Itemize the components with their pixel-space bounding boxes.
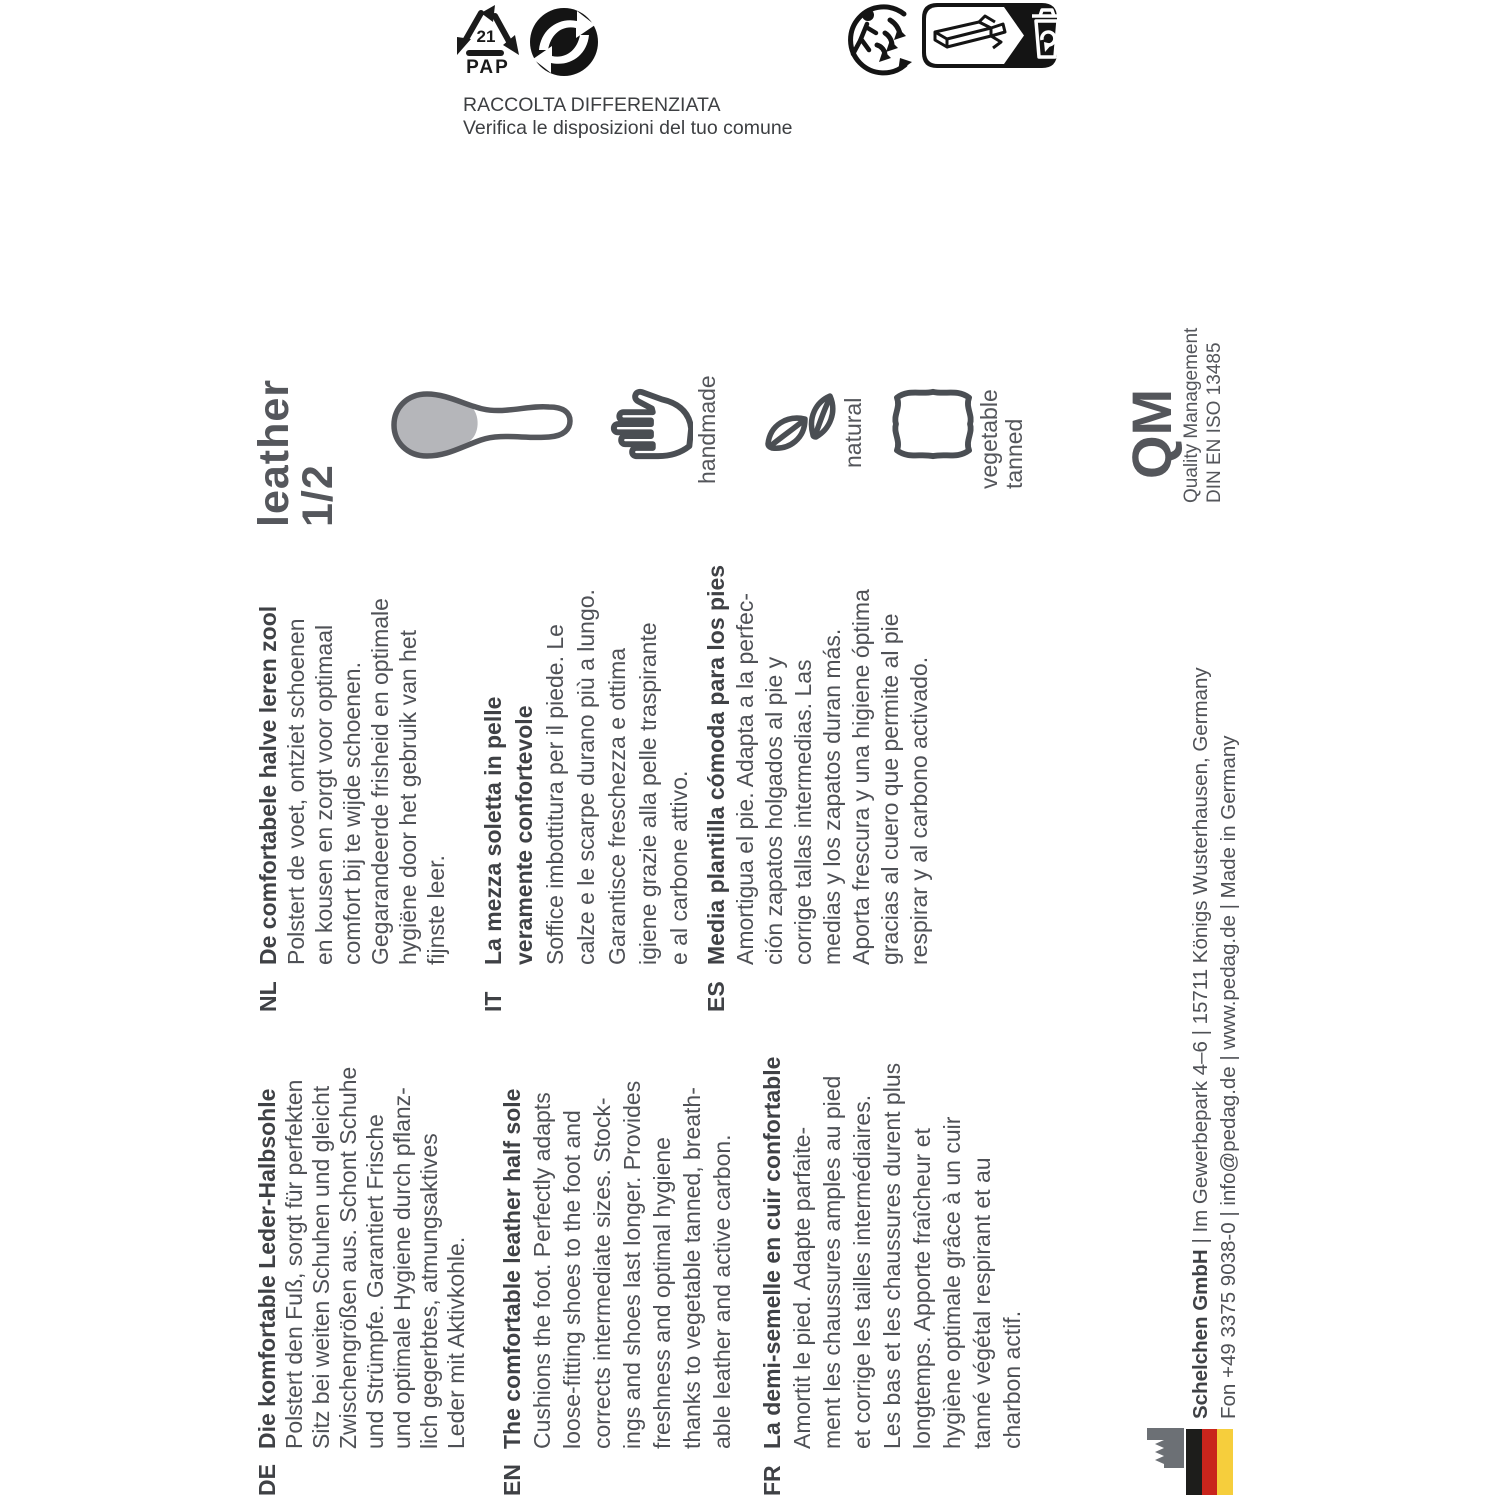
lang-code-it: IT: [480, 991, 506, 1012]
feature-label-text: vegetable: [976, 389, 1002, 489]
lang-line: Amortit le pied. Adapte parfaite-: [789, 1126, 815, 1449]
lang-line: thanks to vegetable tanned, breath-: [679, 1087, 705, 1449]
company-address: [1187, 557, 1242, 1419]
green-dot-icon: [527, 5, 601, 79]
raccolta-line2: Verifica le disposizioni del tuo comune: [463, 117, 793, 139]
address-line1: [1187, 557, 1215, 1419]
feature-label-vegetable-tanned: [977, 359, 1027, 489]
lang-line: respirar y al carbono activado.: [906, 656, 932, 965]
lang-code-fr: FR: [759, 1465, 785, 1496]
lang-heading: veramente confortevole: [511, 705, 537, 965]
german-flag: [1186, 1429, 1233, 1495]
address-rest: | Im Gewerbepark 4–6 | 15711 Königs Wusterhausen, Germany: [1189, 667, 1212, 1250]
lang-line: ment les chaussures amples au pied: [819, 1075, 845, 1449]
lang-line: able leather and active carbon.: [709, 1134, 735, 1449]
lang-line: Les bas et les chaussures durent plus: [879, 1062, 905, 1449]
pap-material-number: 21: [476, 27, 496, 46]
lang-line: Polstert de voet, ontziet schoenen: [283, 618, 309, 965]
pedag-logo-crown-icon: [1147, 1428, 1184, 1468]
lang-line: hygiëne door het gebruik van het: [395, 629, 421, 965]
address-line2: Fon +49 3375 9038-0 | info@pedag.de | www.pedag.de | Made in Germany: [1216, 735, 1240, 1419]
feature-label-handmade: [695, 354, 720, 484]
leather-hide-icon: [888, 386, 978, 462]
qm-title: QM: [1120, 388, 1183, 479]
lang-line: Sitz bei weiten Schuhen und gleicht: [308, 1085, 334, 1449]
handmade-hand-icon: [607, 380, 693, 470]
qm-subtitle-line1: Quality Management: [1181, 327, 1202, 503]
lang-heading: La demi-semelle en cuir confortable: [759, 1056, 785, 1449]
lang-line: calze e le scarpe durano più a lungo.: [573, 589, 599, 965]
lang-line: igiene grazie alla pelle traspirante: [635, 622, 661, 965]
flag-stripe-black: [1186, 1429, 1202, 1495]
product-title-line1: leather: [250, 378, 298, 527]
lang-heading: Die komfortable Leder-Halbsohle: [254, 1088, 280, 1449]
lang-line: corrige tallas intermedias. Las: [790, 659, 816, 965]
lang-line: longtemps. Apporte fraîcheur et: [909, 1128, 935, 1449]
packaging-sorting-badge-icon: [921, 2, 1058, 69]
lang-line: Soffice imbottitura per il piede. Le: [542, 624, 568, 965]
triman-icon: [842, 2, 922, 78]
lang-code-de: DE: [254, 1464, 280, 1496]
lang-heading: The comfortable leather half sole: [499, 1088, 525, 1449]
lang-line: tanné végétal respirant et au: [969, 1157, 995, 1449]
feature-label-text: natural: [840, 397, 866, 468]
lang-line: loose-fitting shoes to the foot and: [559, 1110, 585, 1449]
lang-line: gracias al cuero que permite al pie: [877, 613, 903, 965]
lang-block-fr: [757, 1038, 1027, 1496]
raccolta-line1: RACCOLTA DIFFERENZIATA: [463, 94, 721, 116]
product-title-line2: 1/2: [294, 464, 342, 527]
lang-block-es: [702, 546, 934, 1012]
lang-line: Gegarandeerde frisheid en optimale: [367, 598, 393, 965]
lang-line: freshness and optimal hygiene: [649, 1137, 675, 1449]
lang-line: Cushions the foot. Perfectly adapts: [529, 1092, 555, 1449]
lang-code-es: ES: [703, 981, 729, 1012]
lang-line: und Strümpfe. Garantiert Frische: [362, 1114, 388, 1449]
lang-line: Zwischengrößen aus. Schont Schuhe: [335, 1066, 361, 1449]
lang-heading: La mezza soletta in pelle: [480, 696, 506, 965]
lang-line: et corrige les tailles intermédiaires.: [849, 1094, 875, 1449]
lang-line: ings and shoes last longer. Provides: [619, 1080, 645, 1449]
lang-heading: De comfortabele halve leren zool: [255, 605, 281, 965]
pap-material-label: PAP: [466, 57, 510, 78]
lang-line: ción zapatos holgados al pie y: [761, 656, 787, 965]
feature-label-text: tanned: [1001, 418, 1027, 489]
feature-label-text: handmade: [694, 375, 720, 484]
lang-block-en: [497, 1038, 737, 1496]
lang-line: e al carbone attivo.: [666, 770, 692, 965]
flag-stripe-red: [1202, 1429, 1218, 1495]
lang-line: Garantisce freschezza e ottima: [604, 647, 630, 965]
lang-line: hygiène optimale grâce à un cuir: [939, 1116, 965, 1449]
lang-line: charbon actif.: [999, 1310, 1025, 1449]
flag-stripe-gold: [1217, 1429, 1233, 1495]
lang-line: Amortigua el pie. Adapta a la perfec-: [732, 592, 758, 965]
lang-block-de: [254, 1038, 470, 1496]
lang-line: Leder mit Aktivkohle.: [443, 1236, 469, 1449]
half-sole-insole-icon: [383, 386, 578, 464]
lang-line: medias y los zapatos duran más.: [819, 628, 845, 965]
lang-block-nl: [254, 546, 450, 1012]
lang-line: comfort bij te wijde schoenen.: [339, 662, 365, 965]
lang-line: en kousen en zorgt voor optimaal: [311, 624, 337, 965]
raccolta-note: [463, 94, 793, 140]
product-title: [252, 327, 340, 527]
feature-label-natural: [841, 368, 866, 468]
lang-block-it: [478, 546, 695, 1012]
natural-leaves-icon: [760, 392, 838, 468]
lang-line: corrects intermediate sizes. Stock-: [589, 1097, 615, 1449]
lang-line: fijnste leer.: [423, 855, 449, 965]
lang-line: Polstert den Fuß, sorgt für perfekten: [281, 1079, 307, 1449]
lang-line: Aporta frescura y una higiene óptima: [848, 589, 874, 965]
lang-line: und optimale Hygiene durch pflanz-: [389, 1087, 415, 1449]
qm-seal: [1120, 327, 1226, 503]
company-name: Schelchen GmbH: [1189, 1249, 1212, 1419]
lang-code-en: EN: [499, 1464, 525, 1496]
qm-subtitle-line2: DIN EN ISO 13485: [1204, 342, 1225, 503]
lang-code-nl: NL: [255, 981, 281, 1012]
lang-line: lich gegerbtes, atmungsaktives: [416, 1133, 442, 1449]
lang-heading: Media plantilla cómoda para los pies: [703, 564, 729, 965]
